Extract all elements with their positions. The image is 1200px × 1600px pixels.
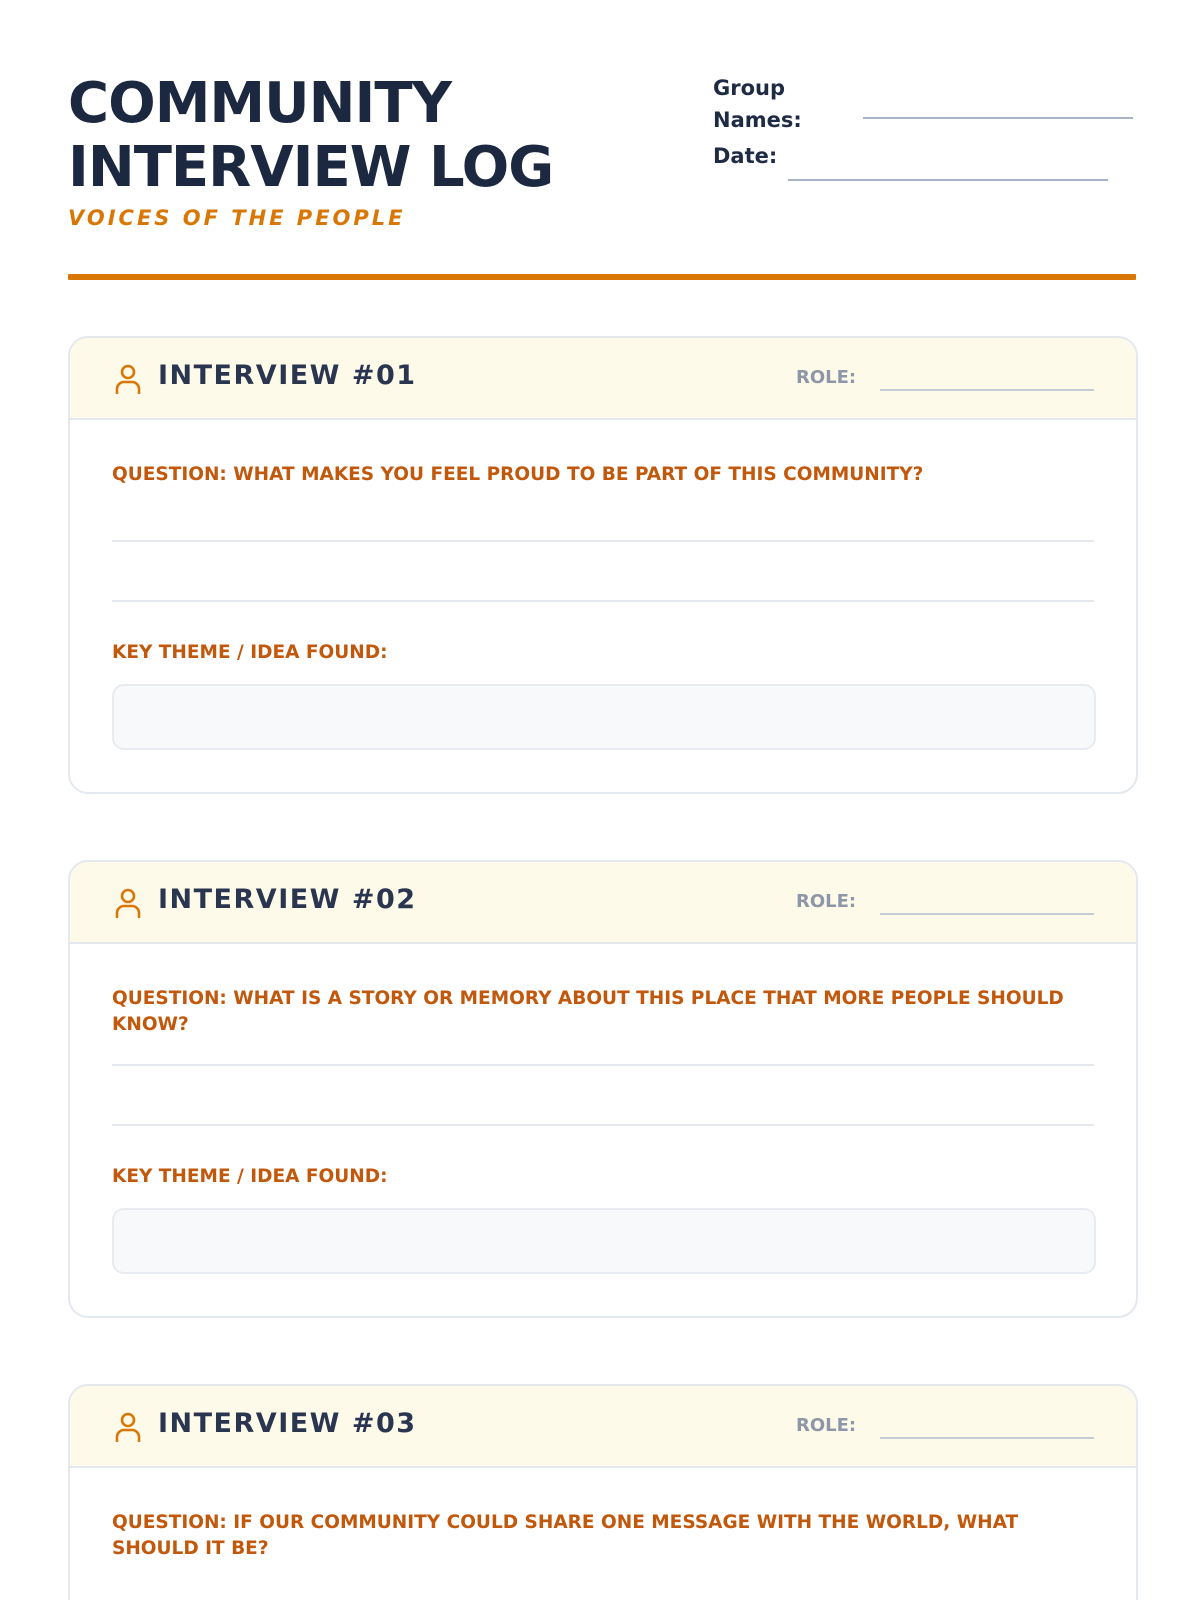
interview-card-header — [70, 1386, 1136, 1468]
key-theme-label: KEY THEME / IDEA FOUND: — [112, 1166, 388, 1187]
header-fields — [713, 72, 1143, 196]
role-input-line[interactable] — [880, 913, 1094, 915]
person-icon — [114, 1412, 142, 1442]
person-icon — [114, 364, 142, 394]
interview-card-header — [70, 862, 1136, 944]
role-label: ROLE: — [796, 367, 857, 388]
interview-card-header — [70, 338, 1136, 420]
person-icon — [114, 888, 142, 918]
title-line-1: COMMUNITY — [68, 71, 452, 136]
interview-title: INTERVIEW #03 — [158, 1408, 417, 1439]
role-label: ROLE: — [796, 891, 857, 912]
group-names-label-line-2: Names: — [713, 108, 802, 132]
group-names-label — [713, 72, 833, 136]
interview-card — [68, 860, 1138, 1318]
key-theme-label: KEY THEME / IDEA FOUND: — [112, 642, 388, 663]
interview-card — [68, 336, 1138, 794]
worksheet-header — [68, 72, 1136, 230]
page-title — [68, 72, 708, 200]
answer-line[interactable] — [112, 1064, 1094, 1066]
page-subtitle: VOICES OF THE PEOPLE — [68, 206, 406, 230]
key-theme-input[interactable] — [112, 684, 1096, 750]
interview-question: QUESTION: IF OUR COMMUNITY COULD SHARE ONE MESSAGE WITH THE WORLD, WHAT SHOULD IT BE? — [112, 1512, 1019, 1559]
group-names-input-line[interactable] — [863, 117, 1133, 119]
answer-line[interactable] — [112, 540, 1094, 542]
interview-question: QUESTION: WHAT MAKES YOU FEEL PROUD TO BE PART OF THIS COMMUNITY? — [112, 464, 924, 485]
date-input-line[interactable] — [788, 179, 1108, 181]
interview-title: INTERVIEW #02 — [158, 884, 417, 915]
role-label: ROLE: — [796, 1415, 857, 1436]
group-names-field — [713, 72, 1143, 136]
group-names-label-line-1: Group — [713, 76, 786, 100]
answer-line[interactable] — [112, 600, 1094, 602]
interview-card — [68, 1384, 1138, 1600]
date-label: Date: — [713, 144, 778, 168]
key-theme-input[interactable] — [112, 1208, 1096, 1274]
answer-line[interactable] — [112, 1124, 1094, 1126]
interview-title: INTERVIEW #01 — [158, 360, 417, 391]
header-divider — [68, 274, 1136, 280]
date-field — [713, 136, 1143, 196]
interview-question: QUESTION: WHAT IS A STORY OR MEMORY ABOUT THIS PLACE THAT MORE PEOPLE SHOULD KNOW? — [112, 988, 1064, 1035]
title-line-2: INTERVIEW LOG — [68, 135, 554, 200]
role-input-line[interactable] — [880, 389, 1094, 391]
role-input-line[interactable] — [880, 1437, 1094, 1439]
